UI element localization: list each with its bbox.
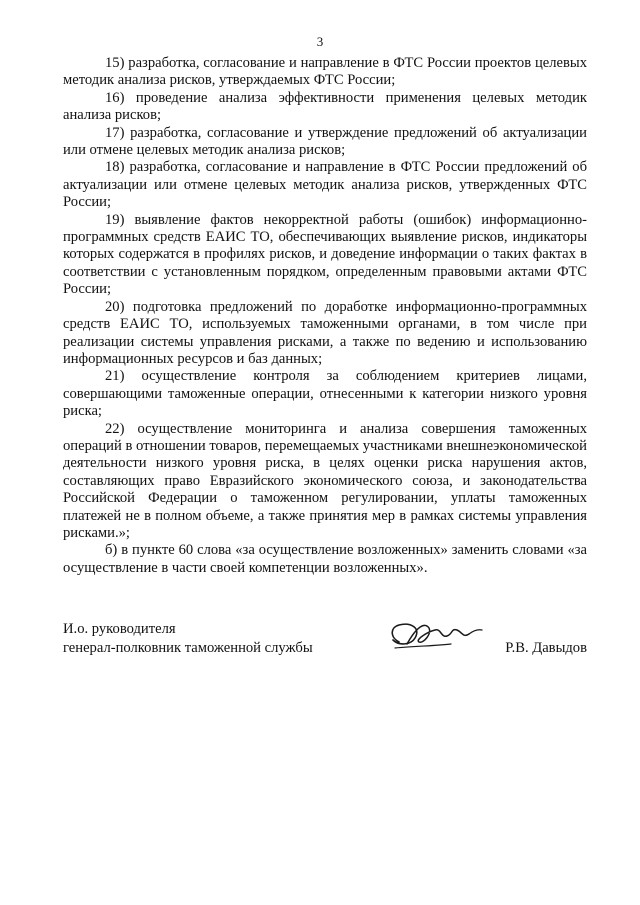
signer-name: Р.В. Давыдов: [505, 640, 587, 656]
paragraph-item-15: 15) разработка, согласование и направление в ФТС России проектов целевых методик анализа рисков, утверждаемых ФТС России;: [63, 55, 587, 89]
document-body: [63, 55, 587, 577]
handwritten-signature: [385, 616, 485, 660]
paragraph-item-20: 20) подготовка предложений по доработке информационно-программных средств ЕАИС ТО, используемых таможенными органами, в том числе при реализации системы управления рисками, а также по ведению и использованию информационных ресурсов и баз данных;: [63, 298, 587, 367]
page-number: 3: [316, 34, 324, 49]
paragraph-item-19: 19) выявление фактов некорректной работы (ошибок) информационно-программных средств ЕАИС ТО, обеспечивающих выявление рисков, индикаторы которых содержатся в профилях рисков, и доведение информации о таких фактах в соответствии с установленным порядком, определенным правовыми актами ФТС России;: [63, 211, 587, 298]
paragraph-item-22: 22) осуществление мониторинга и анализа совершения таможенных операций в отношении товаров, перемещаемых участниками внешнеэкономической деятельности низкого уровня риска, в целях оценки риска нарушения актов, составляющих право Евразийского экономического союза, и законодательства Российской Федерации о таможенном регулировании, уплаты таможенных платежей не в полном объеме, а также принятия мер в рамках системы управления рисками.»;: [63, 420, 587, 541]
signature-block: [63, 620, 587, 670]
paragraph-item-18: 18) разработка, согласование и направление в ФТС России предложений об актуализации или отмене целевых методик анализа рисков, утвержденных ФТС России;: [63, 159, 587, 211]
paragraph-item-17: 17) разработка, согласование и утверждение предложений об актуализации или отмене целевых методик анализа рисков;: [63, 124, 587, 159]
signer-position: [63, 620, 313, 658]
signer-position-line1: И.о. руководителя: [63, 621, 176, 637]
paragraph-item-21: 21) осуществление контроля за соблюдением критериев лицами, совершающими таможенные операции, отнесенными к категории низкого уровня риска;: [63, 368, 587, 420]
signer-position-line2: генерал-полковник таможенной службы: [63, 640, 313, 656]
paragraph-subitem-b: б) в пункте 60 слова «за осуществление возложенных» заменить словами «за осуществление в части своей компетенции возложенных».: [63, 542, 587, 576]
paragraph-item-16: 16) проведение анализа эффективности применения целевых методик анализа рисков;: [63, 89, 587, 124]
